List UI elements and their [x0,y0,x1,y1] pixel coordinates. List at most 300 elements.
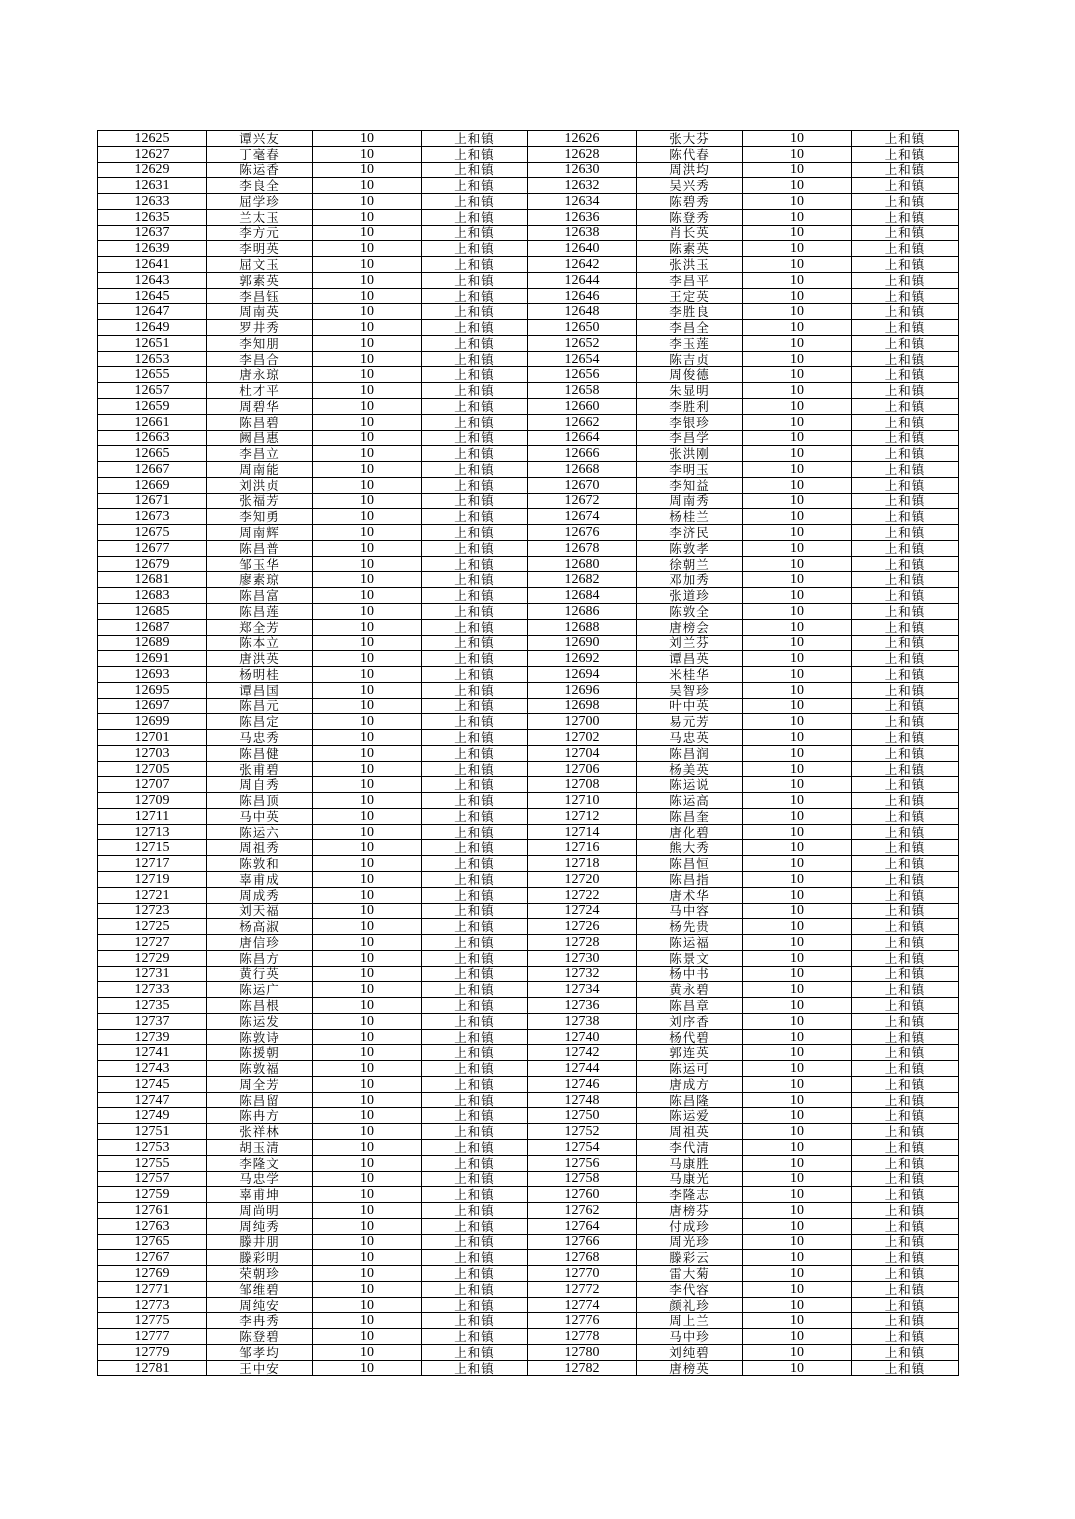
record-id-cell: 12701 [98,730,207,746]
person-name-cell: 陈昌指 [637,871,743,887]
record-id-cell: 12729 [98,950,207,966]
record-id-cell: 12679 [98,556,207,572]
table-row [98,808,959,824]
amount-cell: 10 [743,1234,852,1250]
table-row [98,619,959,635]
amount-cell: 10 [743,335,852,351]
amount-cell: 10 [313,793,422,809]
amount-cell: 10 [743,1187,852,1203]
town-name-cell: 上和镇 [422,194,528,210]
record-id-cell: 12632 [528,178,637,194]
record-id-cell: 12677 [98,540,207,556]
person-name-cell: 谭昌英 [637,651,743,667]
town-name-cell: 上和镇 [422,1013,528,1029]
town-name-cell: 上和镇 [852,840,959,856]
record-id-cell: 12764 [528,1218,637,1234]
person-name-cell: 杨桂兰 [637,509,743,525]
town-name-cell: 上和镇 [852,509,959,525]
record-id-cell: 12694 [528,667,637,683]
record-id-cell: 12673 [98,509,207,525]
amount-cell: 10 [743,1076,852,1092]
town-name-cell: 上和镇 [852,477,959,493]
town-name-cell: 上和镇 [422,1329,528,1345]
town-name-cell: 上和镇 [422,588,528,604]
person-name-cell: 陈冉方 [207,1108,313,1124]
person-name-cell: 邹玉华 [207,556,313,572]
table-row [98,493,959,509]
town-name-cell: 上和镇 [852,414,959,430]
person-name-cell: 李昌学 [637,430,743,446]
town-name-cell: 上和镇 [852,1171,959,1187]
amount-cell: 10 [313,399,422,415]
town-name-cell: 上和镇 [852,1218,959,1234]
record-id-cell: 12735 [98,998,207,1014]
amount-cell: 10 [313,1171,422,1187]
town-name-cell: 上和镇 [422,887,528,903]
amount-cell: 10 [313,935,422,951]
person-name-cell: 陈昌根 [207,998,313,1014]
town-name-cell: 上和镇 [852,225,959,241]
record-id-cell: 12781 [98,1360,207,1376]
amount-cell: 10 [743,840,852,856]
amount-cell: 10 [313,1250,422,1266]
person-name-cell: 周洪均 [637,162,743,178]
person-name-cell: 兰太玉 [207,209,313,225]
town-name-cell: 上和镇 [422,414,528,430]
amount-cell: 10 [743,446,852,462]
table-row [98,1124,959,1140]
record-id-cell: 12711 [98,808,207,824]
amount-cell: 10 [313,950,422,966]
table-row [98,635,959,651]
town-name-cell: 上和镇 [422,1124,528,1140]
amount-cell: 10 [313,1187,422,1203]
town-name-cell: 上和镇 [422,667,528,683]
record-id-cell: 12656 [528,367,637,383]
record-id-cell: 12712 [528,808,637,824]
roster-table-body [98,131,959,1376]
record-id-cell: 12690 [528,635,637,651]
amount-cell: 10 [743,935,852,951]
table-row [98,1313,959,1329]
amount-cell: 10 [743,556,852,572]
town-name-cell: 上和镇 [852,635,959,651]
person-name-cell: 李明玉 [637,462,743,478]
amount-cell: 10 [743,1203,852,1219]
table-row [98,998,959,1014]
record-id-cell: 12736 [528,998,637,1014]
person-name-cell: 徐朝兰 [637,556,743,572]
amount-cell: 10 [743,146,852,162]
person-name-cell: 李昌钰 [207,288,313,304]
table-row [98,730,959,746]
table-row [98,1108,959,1124]
record-id-cell: 12745 [98,1076,207,1092]
amount-cell: 10 [743,651,852,667]
amount-cell: 10 [743,903,852,919]
amount-cell: 10 [743,272,852,288]
town-name-cell: 上和镇 [422,493,528,509]
table-row [98,146,959,162]
record-id-cell: 12667 [98,462,207,478]
amount-cell: 10 [313,194,422,210]
record-id-cell: 12755 [98,1155,207,1171]
table-row [98,446,959,462]
town-name-cell: 上和镇 [422,935,528,951]
amount-cell: 10 [313,603,422,619]
town-name-cell: 上和镇 [852,1360,959,1376]
town-name-cell: 上和镇 [422,635,528,651]
person-name-cell: 陈昌碧 [207,414,313,430]
amount-cell: 10 [313,1155,422,1171]
person-name-cell: 李胜利 [637,399,743,415]
town-name-cell: 上和镇 [422,462,528,478]
person-name-cell: 马忠学 [207,1171,313,1187]
person-name-cell: 马忠英 [637,730,743,746]
table-row [98,1155,959,1171]
town-name-cell: 上和镇 [852,761,959,777]
amount-cell: 10 [743,1061,852,1077]
amount-cell: 10 [313,1218,422,1234]
person-name-cell: 周俊德 [637,367,743,383]
person-name-cell: 陈运香 [207,162,313,178]
person-name-cell: 李胜良 [637,304,743,320]
person-name-cell: 陈昌恒 [637,856,743,872]
person-name-cell: 张甫碧 [207,761,313,777]
town-name-cell: 上和镇 [422,1218,528,1234]
person-name-cell: 马忠秀 [207,730,313,746]
amount-cell: 10 [313,225,422,241]
town-name-cell: 上和镇 [852,903,959,919]
town-name-cell: 上和镇 [422,257,528,273]
amount-cell: 10 [313,588,422,604]
record-id-cell: 12666 [528,446,637,462]
person-name-cell: 邹维碧 [207,1281,313,1297]
record-id-cell: 12640 [528,241,637,257]
town-name-cell: 上和镇 [422,714,528,730]
amount-cell: 10 [743,1092,852,1108]
town-name-cell: 上和镇 [852,745,959,761]
record-id-cell: 12778 [528,1329,637,1345]
record-id-cell: 12697 [98,698,207,714]
amount-cell: 10 [743,1013,852,1029]
person-name-cell: 周祖英 [637,1124,743,1140]
town-name-cell: 上和镇 [852,1203,959,1219]
town-name-cell: 上和镇 [422,808,528,824]
person-name-cell: 陈吉贞 [637,351,743,367]
record-id-cell: 12737 [98,1013,207,1029]
town-name-cell: 上和镇 [422,572,528,588]
person-name-cell: 周上兰 [637,1313,743,1329]
person-name-cell: 张大芬 [637,131,743,147]
table-row [98,1360,959,1376]
record-id-cell: 12718 [528,856,637,872]
town-name-cell: 上和镇 [852,493,959,509]
town-name-cell: 上和镇 [852,1045,959,1061]
town-name-cell: 上和镇 [422,335,528,351]
town-name-cell: 上和镇 [852,730,959,746]
record-id-cell: 12777 [98,1329,207,1345]
record-id-cell: 12682 [528,572,637,588]
table-row [98,1171,959,1187]
record-id-cell: 12629 [98,162,207,178]
record-id-cell: 12699 [98,714,207,730]
town-name-cell: 上和镇 [852,966,959,982]
town-name-cell: 上和镇 [422,793,528,809]
table-row [98,871,959,887]
amount-cell: 10 [743,209,852,225]
person-name-cell: 谭兴友 [207,131,313,147]
amount-cell: 10 [743,525,852,541]
record-id-cell: 12652 [528,335,637,351]
town-name-cell: 上和镇 [422,966,528,982]
person-name-cell: 李代容 [637,1281,743,1297]
record-id-cell: 12776 [528,1313,637,1329]
person-name-cell: 张道珍 [637,588,743,604]
amount-cell: 10 [313,1360,422,1376]
table-row [98,194,959,210]
town-name-cell: 上和镇 [422,1187,528,1203]
town-name-cell: 上和镇 [852,1234,959,1250]
amount-cell: 10 [743,509,852,525]
table-row [98,272,959,288]
record-id-cell: 12636 [528,209,637,225]
town-name-cell: 上和镇 [852,950,959,966]
person-name-cell: 陈昌顶 [207,793,313,809]
amount-cell: 10 [743,1360,852,1376]
town-name-cell: 上和镇 [422,651,528,667]
town-name-cell: 上和镇 [422,1061,528,1077]
amount-cell: 10 [743,667,852,683]
record-id-cell: 12651 [98,335,207,351]
amount-cell: 10 [313,131,422,147]
person-name-cell: 陈敦和 [207,856,313,872]
table-row [98,777,959,793]
person-name-cell: 刘兰芬 [637,635,743,651]
record-id-cell: 12733 [98,982,207,998]
amount-cell: 10 [743,1155,852,1171]
record-id-cell: 12637 [98,225,207,241]
amount-cell: 10 [743,966,852,982]
record-id-cell: 12647 [98,304,207,320]
person-name-cell: 李代清 [637,1140,743,1156]
record-id-cell: 12716 [528,840,637,856]
person-name-cell: 唐洪英 [207,651,313,667]
person-name-cell: 滕彩云 [637,1250,743,1266]
amount-cell: 10 [743,761,852,777]
person-name-cell: 陈素英 [637,241,743,257]
town-name-cell: 上和镇 [852,1092,959,1108]
amount-cell: 10 [313,887,422,903]
record-id-cell: 12689 [98,635,207,651]
table-row [98,1329,959,1345]
record-id-cell: 12648 [528,304,637,320]
table-row [98,1045,959,1061]
table-row [98,761,959,777]
amount-cell: 10 [313,288,422,304]
roster-table [97,130,959,1376]
person-name-cell: 陈运说 [637,777,743,793]
person-name-cell: 唐化碧 [637,824,743,840]
person-name-cell: 张祥林 [207,1124,313,1140]
town-name-cell: 上和镇 [852,1061,959,1077]
amount-cell: 10 [743,241,852,257]
person-name-cell: 荣朝珍 [207,1266,313,1282]
amount-cell: 10 [743,777,852,793]
record-id-cell: 12734 [528,982,637,998]
amount-cell: 10 [743,131,852,147]
town-name-cell: 上和镇 [422,288,528,304]
table-row [98,1187,959,1203]
town-name-cell: 上和镇 [852,777,959,793]
amount-cell: 10 [313,525,422,541]
record-id-cell: 12642 [528,257,637,273]
town-name-cell: 上和镇 [852,1155,959,1171]
person-name-cell: 李知勇 [207,509,313,525]
amount-cell: 10 [743,399,852,415]
town-name-cell: 上和镇 [422,698,528,714]
town-name-cell: 上和镇 [422,1076,528,1092]
person-name-cell: 陈运发 [207,1013,313,1029]
record-id-cell: 12722 [528,887,637,903]
record-id-cell: 12757 [98,1171,207,1187]
amount-cell: 10 [313,1013,422,1029]
town-name-cell: 上和镇 [422,209,528,225]
person-name-cell: 周祖秀 [207,840,313,856]
town-name-cell: 上和镇 [852,1250,959,1266]
town-name-cell: 上和镇 [852,178,959,194]
town-name-cell: 上和镇 [852,162,959,178]
town-name-cell: 上和镇 [422,1155,528,1171]
person-name-cell: 陈昌润 [637,745,743,761]
amount-cell: 10 [313,414,422,430]
record-id-cell: 12720 [528,871,637,887]
person-name-cell: 吴智珍 [637,682,743,698]
record-id-cell: 12747 [98,1092,207,1108]
amount-cell: 10 [743,178,852,194]
table-row [98,556,959,572]
record-id-cell: 12709 [98,793,207,809]
record-id-cell: 12773 [98,1297,207,1313]
person-name-cell: 颜礼珍 [637,1297,743,1313]
person-name-cell: 屈学珍 [207,194,313,210]
amount-cell: 10 [313,1203,422,1219]
amount-cell: 10 [743,462,852,478]
record-id-cell: 12753 [98,1140,207,1156]
town-name-cell: 上和镇 [422,1140,528,1156]
town-name-cell: 上和镇 [852,1076,959,1092]
person-name-cell: 胡玉清 [207,1140,313,1156]
town-name-cell: 上和镇 [422,1250,528,1266]
table-row [98,887,959,903]
amount-cell: 10 [743,1108,852,1124]
person-name-cell: 周自秀 [207,777,313,793]
table-row [98,1092,959,1108]
table-row [98,1234,959,1250]
record-id-cell: 12769 [98,1266,207,1282]
town-name-cell: 上和镇 [852,1124,959,1140]
record-id-cell: 12643 [98,272,207,288]
person-name-cell: 周全芳 [207,1076,313,1092]
amount-cell: 10 [743,982,852,998]
record-id-cell: 12742 [528,1045,637,1061]
amount-cell: 10 [313,209,422,225]
person-name-cell: 陈敦孝 [637,540,743,556]
person-name-cell: 陈敦诗 [207,1029,313,1045]
record-id-cell: 12670 [528,477,637,493]
record-id-cell: 12684 [528,588,637,604]
record-id-cell: 12752 [528,1124,637,1140]
person-name-cell: 熊大秀 [637,840,743,856]
record-id-cell: 12645 [98,288,207,304]
town-name-cell: 上和镇 [422,1266,528,1282]
amount-cell: 10 [743,682,852,698]
person-name-cell: 李济民 [637,525,743,541]
town-name-cell: 上和镇 [422,525,528,541]
person-name-cell: 李方元 [207,225,313,241]
record-id-cell: 12664 [528,430,637,446]
amount-cell: 10 [313,1029,422,1045]
record-id-cell: 12706 [528,761,637,777]
amount-cell: 10 [313,966,422,982]
amount-cell: 10 [743,572,852,588]
table-row [98,950,959,966]
person-name-cell: 李昌平 [637,272,743,288]
person-name-cell: 阙昌惠 [207,430,313,446]
person-name-cell: 陈援朝 [207,1045,313,1061]
table-row [98,414,959,430]
amount-cell: 10 [313,1297,422,1313]
amount-cell: 10 [313,635,422,651]
amount-cell: 10 [313,824,422,840]
record-id-cell: 12714 [528,824,637,840]
person-name-cell: 陈昌留 [207,1092,313,1108]
person-name-cell: 杨先贵 [637,919,743,935]
amount-cell: 10 [743,887,852,903]
town-name-cell: 上和镇 [852,367,959,383]
record-id-cell: 12660 [528,399,637,415]
table-row [98,1218,959,1234]
table-row [98,840,959,856]
amount-cell: 10 [743,162,852,178]
person-name-cell: 陈运高 [637,793,743,809]
amount-cell: 10 [313,667,422,683]
amount-cell: 10 [313,808,422,824]
amount-cell: 10 [743,793,852,809]
record-id-cell: 12725 [98,919,207,935]
town-name-cell: 上和镇 [852,698,959,714]
person-name-cell: 朱显明 [637,383,743,399]
amount-cell: 10 [313,462,422,478]
table-row [98,351,959,367]
amount-cell: 10 [313,619,422,635]
amount-cell: 10 [313,840,422,856]
record-id-cell: 12702 [528,730,637,746]
record-id-cell: 12680 [528,556,637,572]
record-id-cell: 12707 [98,777,207,793]
record-id-cell: 12674 [528,509,637,525]
record-id-cell: 12719 [98,871,207,887]
amount-cell: 10 [743,871,852,887]
amount-cell: 10 [313,430,422,446]
amount-cell: 10 [743,1297,852,1313]
table-row [98,572,959,588]
person-name-cell: 张福芳 [207,493,313,509]
town-name-cell: 上和镇 [852,887,959,903]
table-row [98,1061,959,1077]
record-id-cell: 12685 [98,603,207,619]
town-name-cell: 上和镇 [852,430,959,446]
